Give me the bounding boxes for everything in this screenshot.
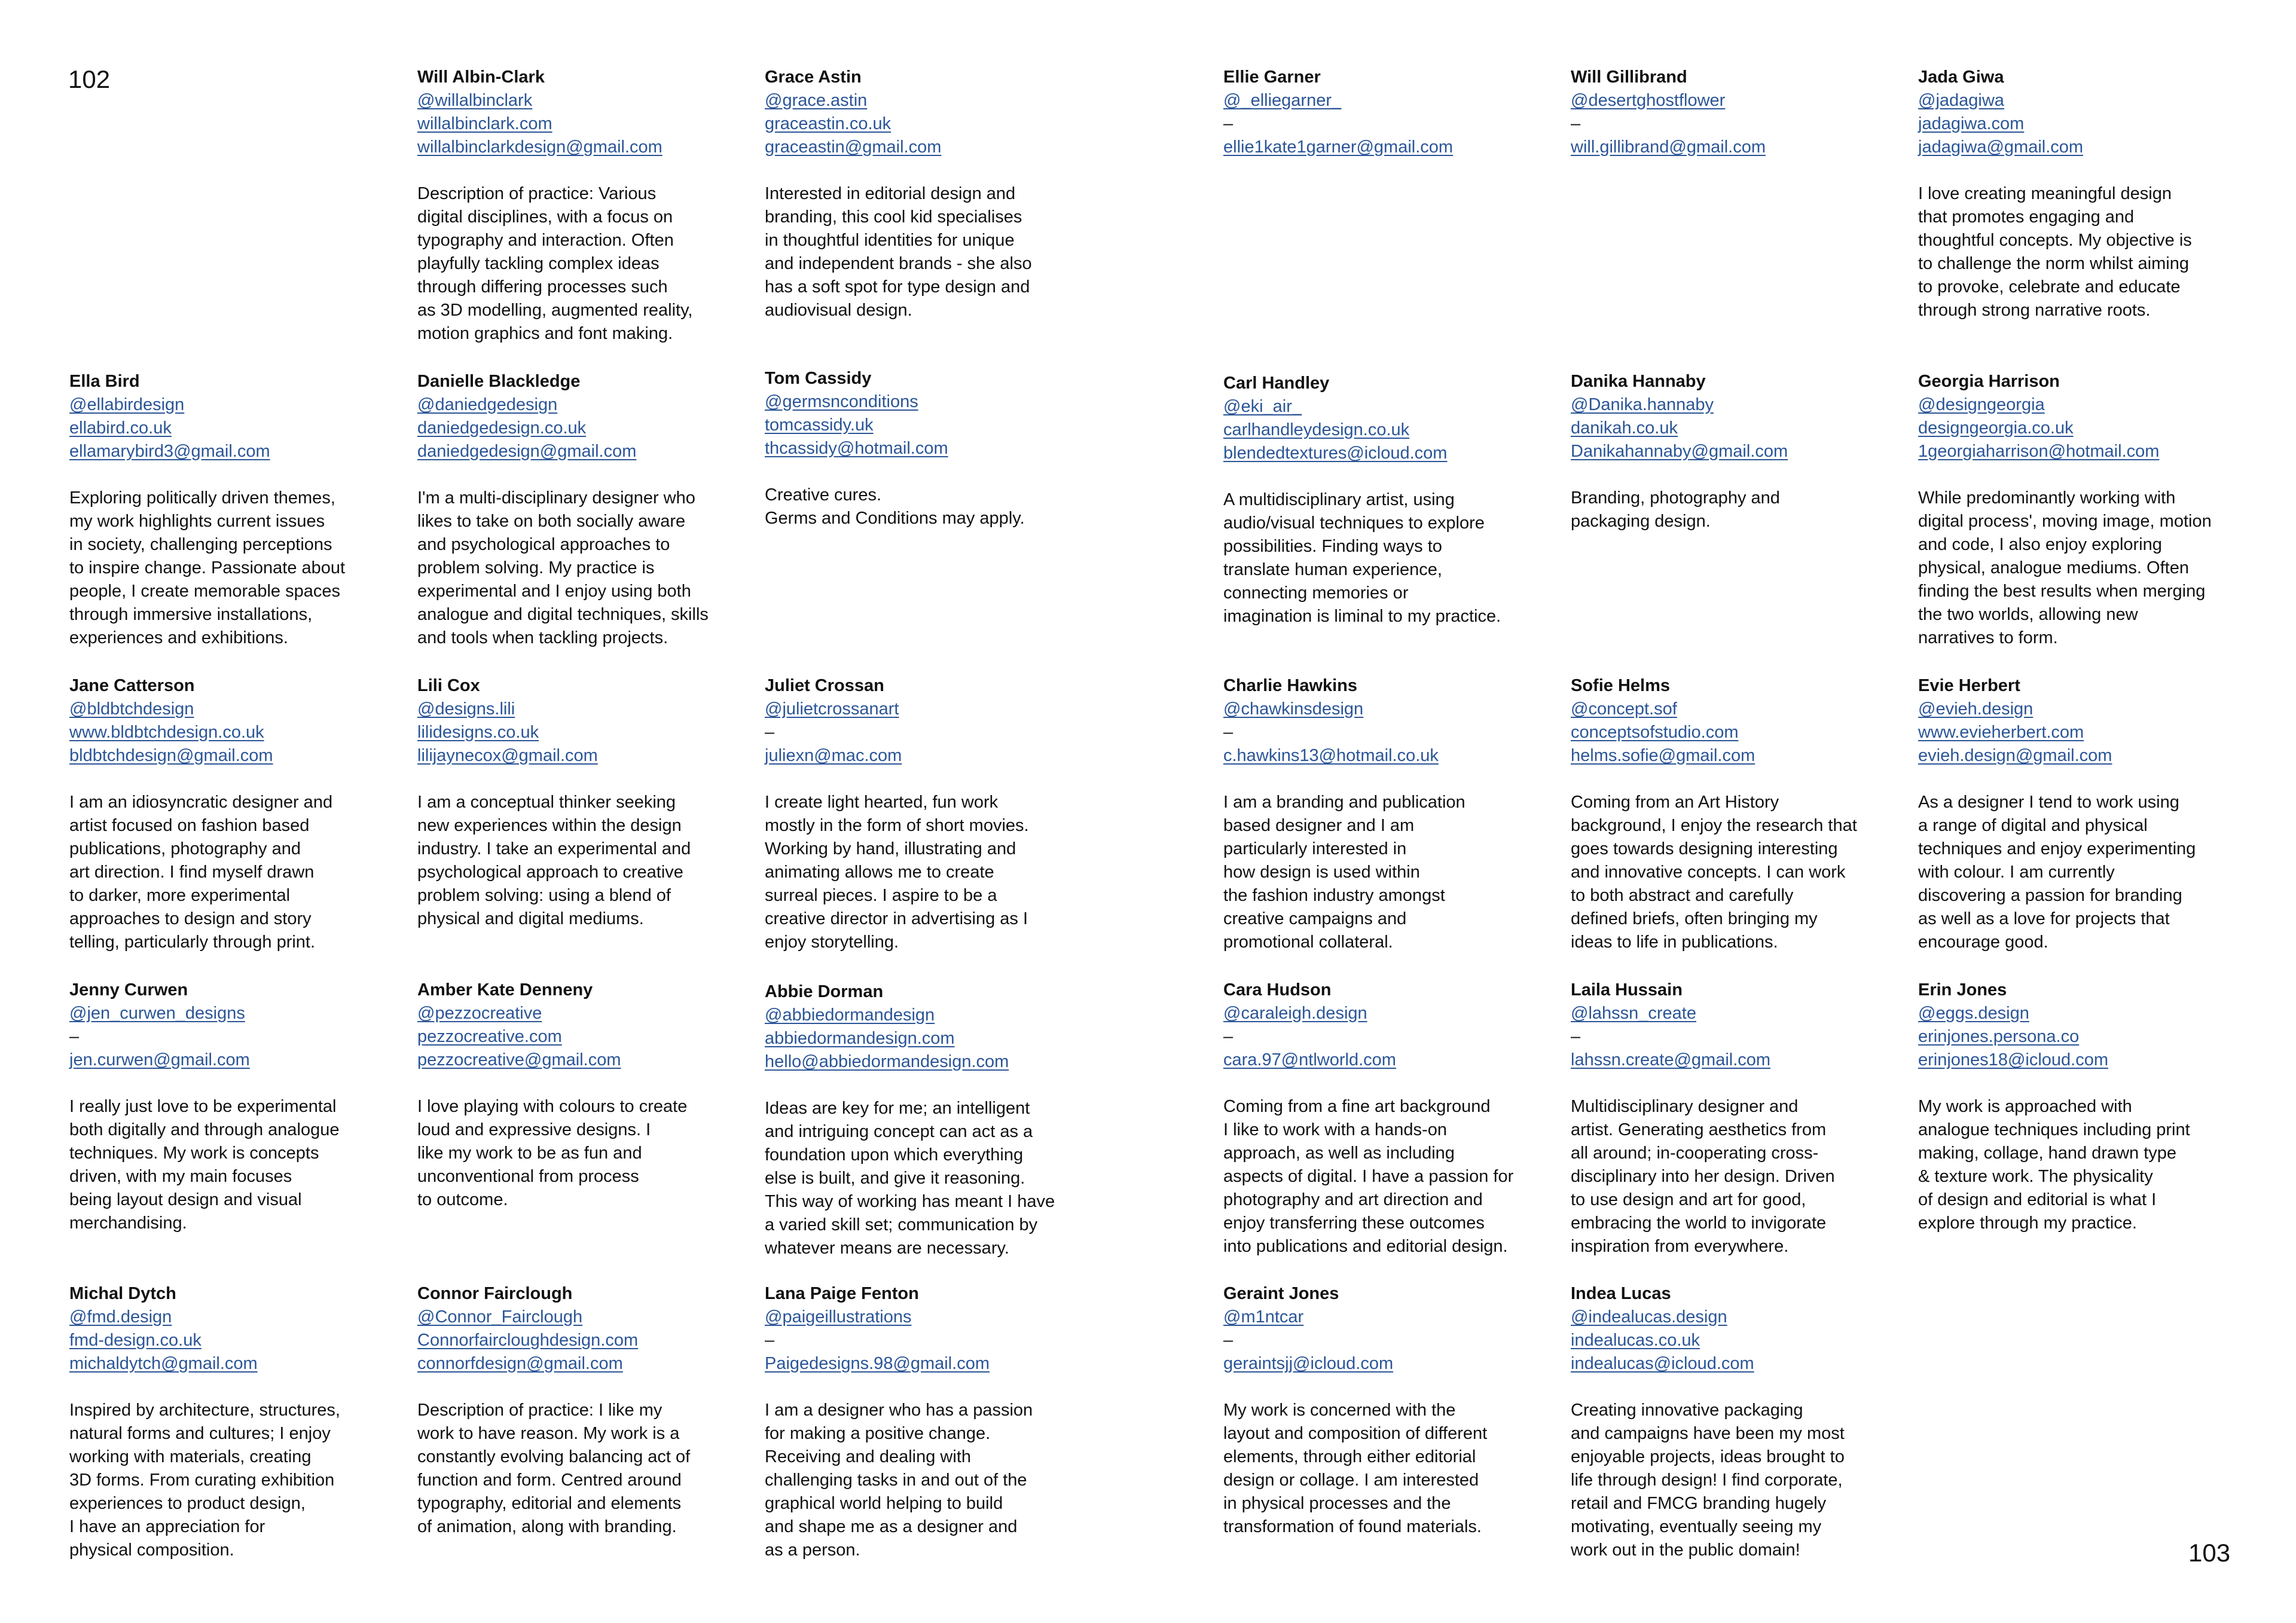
website-link[interactable]: danikah.co.uk <box>1571 418 1678 438</box>
website-link[interactable]: fmd-design.co.uk <box>69 1331 201 1350</box>
email-link[interactable]: ellie1kate1garner@gmail.com <box>1223 137 1454 157</box>
designer-name: Charlie Hawkins <box>1223 676 1358 695</box>
instagram-handle[interactable]: @jen_curwen_designs <box>69 1004 245 1023</box>
website-link[interactable]: lilidesigns.co.uk <box>417 723 539 742</box>
designer-entry <box>765 66 1100 322</box>
instagram-handle[interactable]: @lahssn_create <box>1571 1004 1696 1023</box>
website-link[interactable]: graceastin.co.uk <box>765 114 891 133</box>
website-link[interactable]: abbiedormandesign.com <box>765 1029 955 1048</box>
designer-entry <box>1571 979 1906 1258</box>
designer-entry <box>417 66 752 346</box>
instagram-handle[interactable]: @abbiedormandesign <box>765 1005 935 1025</box>
practice-description: Coming from an Art History background, I enjoy the research that goes towards designing interesting and innovative concepts. I can work to both abstract and carefully defined briefs, often bringing my ideas to life in publications. <box>1571 793 1857 952</box>
designer-name: Erin Jones <box>1918 980 2007 1000</box>
no-website-dash: – <box>1223 1331 1234 1350</box>
practice-description: My work is concerned with the layout and composition of different elements, through either editorial design or collage. I am interested in physical processes and the transformation of found materials. <box>1223 1401 1488 1536</box>
instagram-handle[interactable]: @caraleigh.design <box>1223 1004 1367 1023</box>
website-link[interactable]: designgeorgia.co.uk <box>1918 418 2074 438</box>
practice-description: Exploring politically driven themes, my work highlights current issues in society, challenging perceptions to inspire change. Passionate about people, I create memorable spaces through immersive installations, experiences and exhibitions. <box>69 488 346 647</box>
designer-entry <box>69 370 404 650</box>
email-link[interactable]: lilijaynecox@gmail.com <box>417 746 598 765</box>
instagram-handle[interactable]: @chawkinsdesign <box>1223 699 1364 719</box>
instagram-handle[interactable]: @willalbinclark <box>417 91 533 110</box>
designer-name: Danika Hannaby <box>1571 372 1706 391</box>
instagram-handle[interactable]: @designgeorgia <box>1918 395 2045 414</box>
no-website-dash: – <box>1223 114 1234 133</box>
page-number-right: 103 <box>2188 1539 2231 1567</box>
no-website-dash: – <box>765 723 775 742</box>
instagram-handle[interactable]: @jadagiwa <box>1918 91 2004 110</box>
email-link[interactable]: blendedtextures@icloud.com <box>1223 444 1448 463</box>
email-link[interactable]: cara.97@ntlworld.com <box>1223 1050 1396 1069</box>
designer-entry <box>69 674 404 954</box>
designer-entry <box>1571 1282 1906 1562</box>
designer-name: Georgia Harrison <box>1918 372 2060 391</box>
designer-entry <box>1223 674 1558 954</box>
email-link[interactable]: indealucas@icloud.com <box>1571 1354 1754 1373</box>
email-link[interactable]: Danikahannaby@gmail.com <box>1571 442 1788 461</box>
designer-name: Geraint Jones <box>1223 1284 1339 1303</box>
designer-name: Sofie Helms <box>1571 676 1670 695</box>
practice-description: While predominantly working with digital process', moving image, motion and code, I also enjoy exploring physical, analogue mediums. Often finding the best results when merging the two worlds, allowing new narratives to form. <box>1918 488 2212 647</box>
email-link[interactable]: will.gillibrand@gmail.com <box>1571 137 1766 157</box>
practice-description: Coming from a fine art background I like to work with a hands-on approach, as well as including aspects of digital. I have a passion for photography and art direction and enjoy transferring these outcomes into publications and editorial design. <box>1223 1097 1514 1256</box>
designer-entry <box>69 979 404 1235</box>
practice-description: I create light hearted, fun work mostly in the form of short movies. Working by hand, illustrating and animating allows me to create surreal pieces. I aspire to be a creative director in advertising as I enjoy storytelling. <box>765 793 1029 952</box>
email-link[interactable]: c.hawkins13@hotmail.co.uk <box>1223 746 1439 765</box>
practice-description: A multidisciplinary artist, using audio/visual techniques to explore possibilities. Finding ways to translate human experience, connecting memories or imagination is liminal to my practice. <box>1223 490 1501 626</box>
designer-name: Carl Handley <box>1223 374 1330 393</box>
instagram-handle[interactable]: @indealucas.design <box>1571 1307 1727 1326</box>
email-link[interactable]: juliexn@mac.com <box>765 746 902 765</box>
designer-name: Lana Paige Fenton <box>765 1284 919 1303</box>
designer-name: Jada Giwa <box>1918 68 2004 87</box>
instagram-handle[interactable]: @designs.lili <box>417 699 515 719</box>
website-link[interactable]: www.bldbtchdesign.co.uk <box>69 723 264 742</box>
practice-description: Multidisciplinary designer and artist. Generating aesthetics from all around; in-cooperating cross- disciplinary into her design. Driven to use design and art for good, embracing the world to invigorate inspiration from everywhere. <box>1571 1097 1835 1256</box>
practice-description: I am a branding and publication based designer and I am particularly interested in how design is used within the fashion industry amongst creative campaigns and promotional collateral. <box>1223 793 1465 952</box>
designer-name: Danielle Blackledge <box>417 372 581 391</box>
designer-name: Will Gillibrand <box>1571 68 1687 87</box>
practice-description: I really just love to be experimental both digitally and through analogue techniques. My work is concepts driven, with my main focuses being layout design and visual merchandising. <box>69 1097 340 1233</box>
designer-entry <box>1223 979 1558 1258</box>
email-link[interactable]: michaldytch@gmail.com <box>69 1354 258 1373</box>
designer-entry <box>417 370 752 650</box>
website-link[interactable]: tomcassidy.uk <box>765 415 874 435</box>
designer-entry <box>417 979 752 1212</box>
email-link[interactable]: pezzocreative@gmail.com <box>417 1050 621 1069</box>
no-website-dash: – <box>1571 1027 1581 1046</box>
designer-name: Laila Hussain <box>1571 980 1683 1000</box>
email-link[interactable]: willalbinclarkdesign@gmail.com <box>417 137 662 157</box>
designer-entry <box>1223 1282 1558 1539</box>
designer-entry <box>765 674 1100 954</box>
instagram-handle[interactable]: @grace.astin <box>765 91 868 110</box>
designer-name: Evie Herbert <box>1918 676 2020 695</box>
website-link[interactable]: jadagiwa.com <box>1918 114 2025 133</box>
no-website-dash: – <box>1571 114 1581 133</box>
email-link[interactable]: graceastin@gmail.com <box>765 137 942 157</box>
email-link[interactable]: jen.curwen@gmail.com <box>69 1050 250 1069</box>
instagram-handle[interactable]: @m1ntcar <box>1223 1307 1304 1326</box>
instagram-handle[interactable]: @Danika.hannaby <box>1571 395 1714 414</box>
designer-entry <box>1918 370 2253 650</box>
instagram-handle[interactable]: @eggs.design <box>1918 1004 2029 1023</box>
website-link[interactable]: conceptsofstudio.com <box>1571 723 1739 742</box>
website-link[interactable]: erinjones.persona.co <box>1918 1027 2080 1046</box>
practice-description: Description of practice: I like my work to have reason. My work is a constantly evolving balancing act of function and form. Centred around typography, editorial and elements of animation, along with branding. <box>417 1401 691 1536</box>
designer-name: Juliet Crossan <box>765 676 884 695</box>
website-link[interactable]: daniedgedesign.co.uk <box>417 418 587 438</box>
designer-name: Indea Lucas <box>1571 1284 1671 1303</box>
practice-description: Ideas are key for me; an intelligent and intriguing concept can act as a foundation upon which everything else is built, and give it reasoning. This way of working has meant I have a varied skill set; communication by whatever means are necessary. <box>765 1099 1055 1258</box>
website-link[interactable]: www.evieherbert.com <box>1918 723 2084 742</box>
instagram-handle[interactable]: @bldbtchdesign <box>69 699 194 719</box>
website-link[interactable]: Connorfaircloughdesign.com <box>417 1331 639 1350</box>
instagram-handle[interactable]: @pezzocreative <box>417 1004 542 1023</box>
practice-description: Creating innovative packaging and campaigns have been my most enjoyable projects, ideas brought to life through design! I find corporate, retail and FMCG branding hugely motivating, eventually seeing my work out in the public domain! <box>1571 1401 1845 1560</box>
no-website-dash: – <box>1223 1027 1234 1046</box>
practice-description: I love playing with colours to create loud and expressive designs. I like my work to be as fun and unconventional from process to outcome. <box>417 1097 688 1209</box>
practice-description: As a designer I tend to work using a range of digital and physical techniques and enjoy experimenting with colour. I am currently discovering a passion for branding as well as a love for projects that encourage good. <box>1918 793 2196 952</box>
practice-description: Interested in editorial design and branding, this cool kid specialises in thoughtful identities for unique and independent brands - she also has a soft spot for type design and audiovisual design. <box>765 184 1032 320</box>
website-link[interactable]: ellabird.co.uk <box>69 418 172 438</box>
email-link[interactable]: hello@abbiedormandesign.com <box>765 1052 1009 1071</box>
designer-name: Cara Hudson <box>1223 980 1332 1000</box>
instagram-handle[interactable]: @ellabirdesign <box>69 395 185 414</box>
instagram-handle[interactable]: @desertghostflower <box>1571 91 1726 110</box>
instagram-handle[interactable]: @daniedgedesign <box>417 395 558 414</box>
instagram-handle[interactable]: @fmd.design <box>69 1307 172 1326</box>
practice-description: Creative cures. Germs and Conditions may apply. <box>765 485 1025 528</box>
designer-name: Tom Cassidy <box>765 369 872 388</box>
designer-name: Abbie Dorman <box>765 982 884 1001</box>
designer-entry <box>1918 674 2253 954</box>
email-link[interactable]: thcassidy@hotmail.com <box>765 439 948 458</box>
email-link[interactable]: helms.sofie@gmail.com <box>1571 746 1755 765</box>
practice-description: I am a conceptual thinker seeking new experiences within the design industry. I take an experimental and psychological approach to creative problem solving: using a blend of physical and digital mediums. <box>417 793 691 928</box>
email-link[interactable]: jadagiwa@gmail.com <box>1918 137 2084 157</box>
email-link[interactable]: 1georgiaharrison@hotmail.com <box>1918 442 2160 461</box>
email-link[interactable]: bldbtchdesign@gmail.com <box>69 746 273 765</box>
email-link[interactable]: lahssn.create@gmail.com <box>1571 1050 1771 1069</box>
email-link[interactable]: Paigedesigns.98@gmail.com <box>765 1354 990 1373</box>
designer-entry <box>417 1282 752 1539</box>
designer-entry <box>765 980 1100 1260</box>
no-website-dash: – <box>69 1027 80 1046</box>
designer-name: Michal Dytch <box>69 1284 176 1303</box>
instagram-handle[interactable]: @eki_air_ <box>1223 397 1302 416</box>
designer-entry <box>1223 66 1558 159</box>
practice-description: I am a designer who has a passion for making a positive change. Receiving and dealing with challenging tasks in and out of the graphical world helping to build and shape me as a designer and as a person. <box>765 1401 1033 1560</box>
designer-name: Ella Bird <box>69 372 140 391</box>
designer-entry <box>69 1282 404 1562</box>
practice-description: I'm a multi-disciplinary designer who likes to take on both socially aware and psychological approaches to problem solving. My practice is experimental and I enjoy using both analogue and digital techniques, skills and tools when tackling projects. <box>417 488 709 647</box>
practice-description: Inspired by architecture, structures, natural forms and cultures; I enjoy working with materials, creating 3D forms. From curating exhibition experiences to product design, I have an appreciation for physical composition. <box>69 1401 340 1560</box>
website-link[interactable]: willalbinclark.com <box>417 114 552 133</box>
designer-entry <box>417 674 752 931</box>
instagram-handle[interactable]: @evieh.design <box>1918 699 2034 719</box>
instagram-handle[interactable]: @julietcrossanart <box>765 699 899 719</box>
designer-name: Ellie Garner <box>1223 68 1321 87</box>
designer-entry <box>1571 370 1906 533</box>
instagram-handle[interactable]: @_elliegarner_ <box>1223 91 1342 110</box>
designer-name: Grace Astin <box>765 68 862 87</box>
practice-description: My work is approached with analogue techniques including print making, collage, hand drawn type & texture work. The physicality of design and editorial is what I explore through my practice. <box>1918 1097 2190 1233</box>
no-website-dash: – <box>765 1331 775 1350</box>
practice-description: Description of practice: Various digital disciplines, with a focus on typography and interaction. Often playfully tackling complex ideas through differing processes such as 3D modelling, augmented reality, motion graphics and font making. <box>417 184 693 343</box>
email-link[interactable]: ellamarybird3@gmail.com <box>69 442 270 461</box>
designer-name: Connor Fairclough <box>417 1284 573 1303</box>
no-website-dash: – <box>1223 723 1234 742</box>
email-link[interactable]: erinjones18@icloud.com <box>1918 1050 2108 1069</box>
practice-description: I am an idiosyncratic designer and artist focused on fashion based publications, photography and art direction. I find myself drawn to darker, more experimental approaches to design and story telling, particularly through print. <box>69 793 333 952</box>
website-link[interactable]: pezzocreative.com <box>417 1027 562 1046</box>
instagram-handle[interactable]: @Connor_Fairclough <box>417 1307 583 1326</box>
designer-entry <box>1918 979 2253 1235</box>
website-link[interactable]: carlhandleydesign.co.uk <box>1223 420 1410 439</box>
designer-name: Jenny Curwen <box>69 980 188 1000</box>
practice-description: I love creating meaningful design that promotes engaging and thoughtful concepts. My objective is to challenge the norm whilst aiming to provoke, celebrate and educate through strong narrative roots. <box>1918 184 2192 320</box>
designer-entry <box>1571 674 1906 954</box>
designer-entry <box>765 1282 1100 1562</box>
designer-name: Amber Kate Denneny <box>417 980 593 1000</box>
designer-entry <box>1223 372 1558 628</box>
instagram-handle[interactable]: @paigeillustrations <box>765 1307 912 1326</box>
designer-entry <box>765 367 1100 530</box>
practice-description: Branding, photography and packaging design. <box>1571 488 1780 531</box>
designer-entry <box>1918 66 2253 322</box>
email-link[interactable]: connorfdesign@gmail.com <box>417 1354 623 1373</box>
page-number-left: 102 <box>68 65 111 93</box>
website-link[interactable]: indealucas.co.uk <box>1571 1331 1700 1350</box>
email-link[interactable]: daniedgedesign@gmail.com <box>417 442 637 461</box>
designer-name: Will Albin-Clark <box>417 68 545 87</box>
email-link[interactable]: evieh.design@gmail.com <box>1918 746 2112 765</box>
instagram-handle[interactable]: @concept.sof <box>1571 699 1677 719</box>
designer-name: Lili Cox <box>417 676 480 695</box>
email-link[interactable]: geraintsjj@icloud.com <box>1223 1354 1394 1373</box>
designer-entry <box>1571 66 1906 159</box>
designer-name: Jane Catterson <box>69 676 195 695</box>
instagram-handle[interactable]: @germsnconditions <box>765 392 918 411</box>
